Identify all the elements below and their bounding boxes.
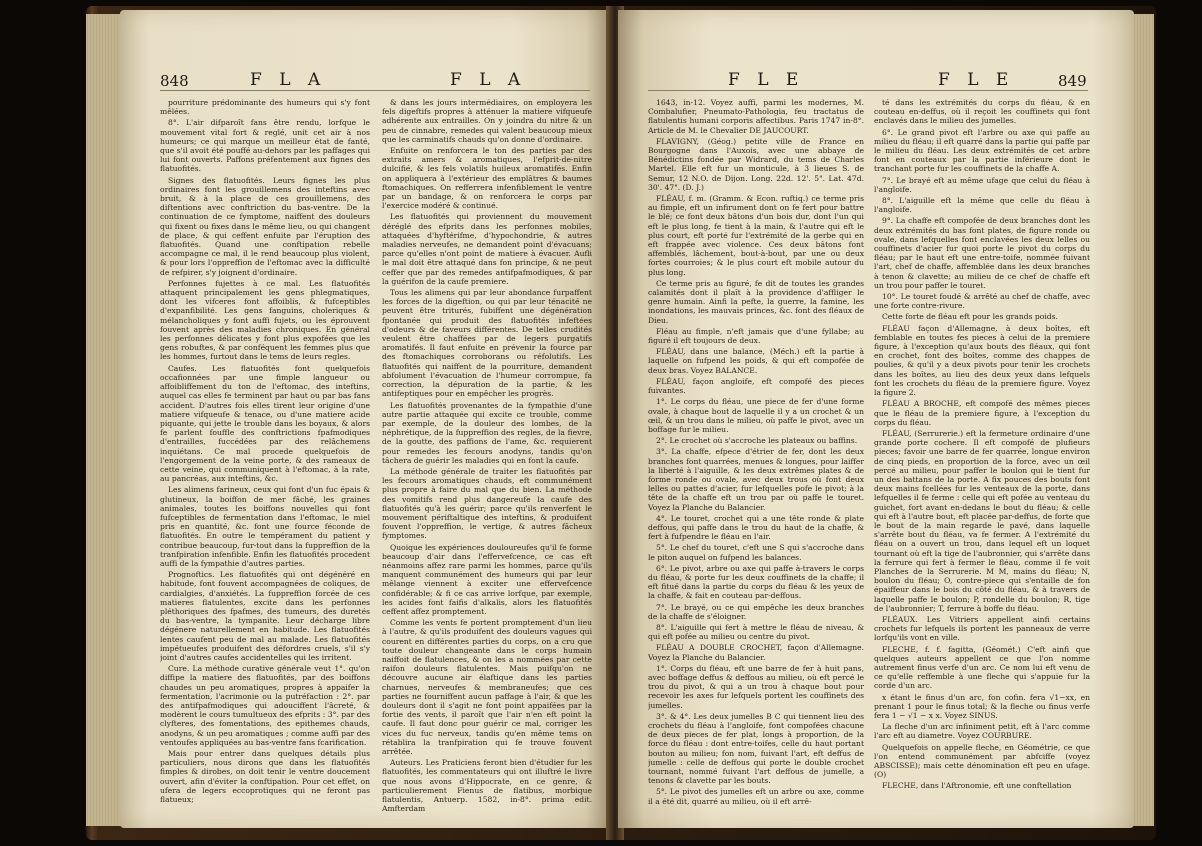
- left-page: [120, 10, 610, 828]
- right-header-left: F L E: [728, 70, 805, 90]
- left-column-1: [160, 98, 370, 818]
- paragraph: 1°. Corps du fléau, eft une barre de fer à huit pans, avec boffage deffus & deffous au milieu, où eft percé le trou du pivot, & qui a un trou à chaque bout pour recevoir les axes fur lefquels portent les couffinets des jumelles.: [648, 663, 864, 710]
- paragraph: Signes des flatuofités. Leurs fignes les plus ordinaires font les grouillemens des inteftins avec bruit, & à la place de ces grouillemens, des diftentions avec conftriction du bas-ventre. De la continuation de ce fymptome, naiffent des douleurs qui fixent ou fixes dans le même lieu, ou qui changent de place, & qui ceffent enfuite par l'éruption des flatuofités. Quand une conftipation rebelle accompagne ce mal, il le rend beaucoup plus violent, & pour lors l'oppreffion de l'eftomac avec la difficulté de refpirer, s'y joignent d'ordinaire.: [160, 175, 370, 277]
- paragraph: Caufes. Les flatuofités font quelquefois occafionnées par une fimple langueur ou affoibliffement du ton de l'eftomac, des inteftins, auquel cas elles fe terminent par haut ou par bas fans accident. D'autres fois elles tirent leur origine d'une matiere vifqueufe & tenace, ou d'une matiere acide piquante, qui jette le trouble dans les boyaux, & alors fe parlent fouffle des conftrictions fpafmodiques d'entrailles, fuccédées par des relâchemens inquiétans. Ce mal procede quelquefois de l'engorgement de la veine porte, & des rameaux de cette veine, qui communiquent à l'eftomac, à la rate, au pancréas, aux inteftins, &c.: [160, 363, 370, 484]
- paragraph: FLÉAU, f. m. (Gramm. & Econ. ruftiq.) ce terme pris au fimple, eft un infirument dont on fe fert pour battre le blé; ce font deux bâtons d'un bois dur, dont l'un qui eft le plus long, fe tient à la main, & l'autre qui eft le plus court, eft porté fur l'extrémité de la gerbe qui en eft frappée avec violence. Ces deux bâtons font affemblés, lâchement, bout-à-bout, par une ou deux fortes courroies; & le plus court eft mobile autour du plus long.: [648, 194, 864, 277]
- paragraph: Auteurs. Les Praticiens feront bien d'étudier fur les flatuofités, les commentateurs qui ont illuftré le livre que nous avons d'Hippocrate, en ce genre, & particulierement Fienus de flatibus, morbique flatulentis, Antuerp. 1582, in-8°. prima edit. Amfterdam: [382, 758, 592, 814]
- paragraph: Enfuite on renforcera le ton des parties par des extraits amers & aromatiques, l'efprit-de-nitre dulcifié, & les fels volatils huileux aromatifés. Enfin on appliquera à l'extérieur des emplâtres & baumes ftomachiques. On refferrera infenfiblement le ventre par un bandage, & on renforcera le corps par l'exercice modéré & continué.: [382, 146, 592, 211]
- paragraph: FLÉAU A DOUBLE CROCHET, façon d'Allemagne. Voyez la Planche du Balancier.: [648, 643, 864, 662]
- paragraph: té dans les extrémités du corps du fléau, & en couteau en-deffus, où il reçoit les couffinets qui font enclavés dans le milieu des jumelles.: [874, 98, 1090, 126]
- paragraph: FLÉAU façon d'Allemagne, à deux boîtes, eft femblable en toutes fes pieces à celui de la premiere figure, à l'exception qu'aux bouts des fléaux, qui font en crochet, font des boîtes, comme des chappes de poulies, & qu'il y a deux pivots pour tenir les crochets dans les boîtes, au lieu des deux yeux dans lefquels font les crochets du fléau de la premiere figure. Voyez la figure 2.: [874, 323, 1090, 398]
- paragraph: pourriture prédominante des humeurs qui s'y font mêlées.: [160, 98, 370, 117]
- paragraph: FLÉAU, (Serrurerie.) eft la fermeture ordinaire d'une grande porte cochere. Il eft compofé de plufieurs pieces; favoir une barre de fer quarrée, longue environ de cinq pieds, en proportion de la force, avec un œil percé au milieu, pour paffer le boulon qui le tient fur un des battans de la porte. A fix pouces des bouts font deux mains fcellées fur les venteaux de la porte, dans lefquelles il fe ferme : celle qui eft pofée au venteau du guichet, fort avant en-dedans le bout du fléau; & celle qui eft à l'autre bout, eft placée par-deffus, de forte que le bout de la main regarde le pavé, dans laquelle s'arrête bout du fléau, va fe fermer. A l'extrémité du fléau on a ouvert un trou, dans lequel eft un loquet tournant où eft la tige de l'aubronnier, qui s'arrête dans la ferrure qui fert à fermer le fléau, comme il fe voit Planches de la Serrurerie. M M, mains du fléau; N, boulon du fléau; O, contre-piece qui s'entaille de fon épaiffeur dans le bois du côté du fléau, & à travers de laquelle paffe le boulon; P, rondelle du boulon; R, tige de l'aubronnier; T, ferrure à boffe du fléau.: [874, 428, 1090, 613]
- paragraph: Cure. La méthode curative générale veut 1°. qu'on diffipe la matiere des flatuofités, par des boiffons chaudes un peu aromatiques, propres à appaifer la fermentation, l'acrimonie ou la putréfaction : 2°. par des antifpafmodiques qui adouciffent l'âcreté, & modèrent le cours tumultueux des efprits : 3°. par des clyfteres, des fomentations, des epithemes chauds, anodyns, & un peu aromatiques ; comme auffi par des ventoufes appliquées au bas-ventre fans fcarification.: [160, 664, 370, 747]
- right-column-1: [648, 98, 864, 818]
- paragraph: Quoique les expériences douloureufes qu'il fe forme beaucoup d'air dans l'effervefcence, ce cas eft néanmoins affez rare parmi les hommes, parce qu'ils manquent communément des humeurs qui par leur mêlange viennent à exciter une effervefcence confidérable; & fi ce cas arrive lorfque, par exemple, les acides font faifis d'alkalis, alors les flatuofités ceffent affez promptement.: [382, 542, 592, 616]
- paragraph: Ce terme pris au figuré, fe dit de toutes les grandes calamités dont il plaît à la providence d'affliger le genre humain. Ainfi la pefte, la guerre, la famine, les inondations, les mauvais princes, &c. font des fléaux de Dieu.: [648, 278, 864, 325]
- paragraph: 6°. Le pivot, arbre ou axe qui paffe à-travers le corps du fléau, & porte fur les deux couffinets de la chaffe; il eft fitué dans la partie du corps du fléau & les yeux de la chaffe, & fait en couteau par-deffous.: [648, 563, 864, 601]
- paragraph: Les alimens farineux, ceux qui font d'un fuc épais & glutineux, la boiffon de mer fâché, les graines animales, toutes les boiffons nouvelles qui font fufceptibles de fermentation dans l'eftomac, le miel pris en quantité, &c. font une fource féconde de flatuofités. En outre le tempérament du patient y contribue beaucoup, fur-tout dans la fuppreffion de la tranfpiration infenfible. Enfin les flatuofités procedent auffi de la fympathie d'autres parties.: [160, 485, 370, 568]
- paragraph: Prognoftics. Les flatuofités qui ont dégénéré en habitude, font fouvent accompagnées de coliques, de cardialgies, d'anxiétés. La fuppreffion forcée de ces matieres flatulentes, excite dans les perfonnes pléthoriques des fpafmes, des tumeurs, des duretés du bas-ventre, la tympanite. Leur décharge libre dégénere naturellement en habitude. Les flatuofités lentes caufent peu de mal au malade. Les flatuofités impétueufes produifent des défordres cruels, s'il s'y joint d'autres caufes accidentelles qui les irritent.: [160, 570, 370, 662]
- paragraph: Quelquefois on appelle fleche, en Géométrie, ce que l'on entend communément par abfciffe (voyez ABSCISSE); mais cette dénomination eft peu en ufage. (O): [874, 742, 1090, 780]
- paragraph: 3°. La chaffe, efpece d'étrier de fer, dont les deux branches font quarrées, menues & longues, pour laiffer la liberté à l'aiguille, & les deux extrêmes plates & de forme ronde ou ovale, avec deux trous où font deux lelles ou pattes d'acier, fur lefquelles pofe le pivot; à la tête de la chaffe eft un trou par où paffe le touret. Voyez la Planche du Balancier.: [648, 447, 864, 512]
- paragraph: 8°. L'air difparoît fans être rendu, lorfque le mouvement vital fort & reglé, unit cet air à nos humeurs; ce qui marque un meilleur état de fanté, que s'il avoit été pouffé au-dehors par les paffages qui lui font ouverts. Paffons préfentement aux fignes des flatuofités.: [160, 118, 370, 174]
- paragraph: Les flatuofités qui proviennent du mouvement déréglé des efprits dans les perfonnes mobiles, attaquées d'hyftérifme, d'hypochondrie, & autres maladies nerveufes, ne demandent point d'évacuans; parce qu'elles n'ont point de matiere à évacuer. Aufli le mal doit être attaqué dans fon principe, & ne peut ceffer que par des remedes antifpafmodiques, & par la guérifon de la caufe premiere.: [382, 212, 592, 286]
- paragraph: 7°. Le brayé, ou ce qui empêche les deux branches de la chaffe de s'éloigner.: [648, 602, 864, 621]
- paragraph: 2°. Le crochet où s'accroche les plateaux ou baffins.: [656, 436, 858, 446]
- paragraph: FLAVIGNY, (Géog.) petite ville de France en Bourgogne dans l'Auxois, avec une abbaye de Bénédictins fondée par Widrard, du tems de Charles Martel. Elle eft fur un monticule, à 3 lieues S. de Semur, 12 N.O. de Dijon. Long. 22d. 12'. 5". Lat. 47d. 30'. 47". (D. J.): [648, 136, 864, 192]
- paragraph: 4°. Le touret, crochet qui a une tête ronde & plate deffous, qui paffe dans le trou du haut de la chaffe, & fert à fufpendre le fléau en l'air.: [648, 513, 864, 542]
- paragraph: x étant le finus d'un arc, fon cofin. fera √1−xx, en prenant 1 pour le finus total; & la fleche ou finus verfe fera 1 − √1 − x x. Voyez SINUS.: [874, 692, 1090, 720]
- paragraph: 5°. Le pivot des jumelles eft un arbre ou axe, comme il a été dit, quarré au milieu, où il eft arrê-: [648, 787, 864, 806]
- paragraph: 3°. & 4°. Les deux jumelles B C qui tiennent lieu des crochets du fléau à l'angloife, font compofées chacune de deux pieces de fer plat, longs à proportion, de la force du fléau : dont entre-toifes, celle du haut portant bouton au milieu; fon nom, fuivant l'art, eft deffus de jumelle : celle de deffous qui porte le double crochet tournant, nommé fuivant l'art deffous de jumelle, a tenons & clavette par les bouts.: [648, 711, 864, 786]
- paragraph: Les flatuofités provenantes de la fympathie d'une autre partie attaquée qui excite ce trouble, comme par exemple, de la douleur des lombes, de la néphrétique, de la fuppreffion des regles, de la fievre, de la goutte, des paffions de l'ame, &c. requierent pour remedes les fecours anodyns, tandis qu'on tâchera de guérir les maladies qui en font la caufe.: [382, 400, 592, 465]
- paragraph: Perfonnes fujettes à ce mal. Les flatuofités attaquent principalement les gens phlegmatiques, dont les vifceres font affoiblis, & fufceptibles d'expanfibilité. Les gens fanguins, choleriques & mélancholiques y font auffi fujets, ou les éprouvent fouvent après des maladies chroniques. En général les perfonnes délicates y font plus expofées que les gens robuftes, & par conféquent les femmes plus que les hommes, furtout dans le tems de leurs regles.: [160, 278, 370, 362]
- paragraph: & dans les jours intermédiaires, on employera les fels digeftifs propres à atténuer la matiere vifqueufe adhérente aux entrailles. On y joindra du nitre & un peu de cinnabre, remedes qui valent beaucoup mieux que les carminatifs chauds qu'on donne d'ordinaire.: [382, 98, 592, 144]
- paragraph: Mais pour entrer dans quelques détails plus particuliers, nous dirons que dans les flatuofités fimples & dirobes, on doit tenir le ventre doucement ouvert, afin d'éviter la conftipation. Pour cet effet, on ufera de legers eccoprotiques qui ne feront pas flatueux;: [160, 749, 370, 805]
- right-column-2: [874, 98, 1090, 818]
- left-header-left: F L A: [250, 70, 327, 90]
- paragraph: Cette forte de fléau eft pour les grands poids.: [882, 312, 1058, 322]
- paragraph: Tous les alimens qui par leur abondance furpaffent les forces de la digeftion, ou qui par leur ténacité ne peuvent être triturés, fubiffent une dégénération fpontanée qui produit des flatuofités infeftées d'odeurs & de faveurs différentes. De telles crudités veulent être chaffées par de legers purgatifs aromatifés. Il faut enfuite en prévenir la fource par des ftomachiques corroborans ou réfolutifs. Les flatuofités qui naiffent de la pourriture, demandent abfolument l'évacuation de l'humeur corrompue, fa correction, la dépuration de la partie, & les antifeptiques pour en empêcher les progrès.: [382, 288, 592, 399]
- paragraph: 8°. L'aiguille eft la même que celle du fléau à l'angloife.: [874, 196, 1090, 215]
- paragraph: La fleche d'un arc infiniment petit, eft à l'arc comme l'arc eft au diametre. Voyez COURBURE.: [874, 722, 1090, 741]
- left-header-rule: [160, 90, 590, 91]
- paragraph: FLECHE, f. f. fagitta, (Géomét.) C'eft ainfi que quelques auteurs appellent ce que l'on nomme autrement finus verfe d'un arc. Ce nom lui eft venu de ce qu'elle reffemble à une fleche qui s'appuie fur la corde d'un arc.: [874, 644, 1090, 691]
- paragraph: 9°. La chaffe eft compofée de deux branches dont les deux extrémités du bas font plates, de figure ronde ou ovale, dans lefquelles font enclavées les deux lelles ou couffinets d'acier fur quoi porte le pivot du corps du fléau; par le haut eft une entre-toife, nommée fuivant l'art, chef de chaffe, affemblée dans les deux branches à tenon & clavette; au milieu de ce chef de chaffe eft un trou pour paffer le touret.: [874, 216, 1090, 290]
- right-page: [618, 10, 1134, 828]
- paragraph: FLÉAUX. Les Vitriers appellent ainfi certains crochets fur lefquels ils portent les panneaux de verre lorfqu'ils vont en ville.: [874, 614, 1090, 643]
- left-page-number: 848: [160, 72, 189, 90]
- right-page-number: 849: [1058, 72, 1087, 90]
- paragraph: Comme les vents fe portent promptement d'un lieu à l'autre, & qu'ils produifent des douleurs vagues qui courent en différentes parties du corps, on a cru que toute douleur changeante dans le corps humain naiffoit de flatulences, & on les a nommées par cette raifon douleurs flatulentes. Mais puifqu'on ne découvre aucune air élaftique dans les parties charnues, nerveufes & membraneufes; que ces parties ne fourniffent aucun paffage à l'air, & que les douleurs dont il s'agit ne font point appaifées par la fortie des vents, il paroît que l'air n'en eft point la caufe. Il faut donc pour guérir ce mal, corriger les vices du fuc nerveux, tandis qu'en même tems on rétablira la tranfpiration qui fe trouve fouvent arrêtée.: [382, 618, 592, 757]
- paragraph: 6°. Le grand pivot eft l'arbre ou axe qui paffe au milieu du fléau; il eft quarré dans la partie qui paffe par le milieu du fléau. Les deux extrémités de cet arbre font en couteaux par la partie inférieure dont le tranchant porte fur les couffinets de la chaffe A.: [874, 127, 1090, 174]
- right-header-rule: [648, 90, 1088, 91]
- paragraph: 10°. Le touret foudé & arrêté au chef de chaffe, avec une forte contre-rivure.: [874, 292, 1090, 311]
- paragraph: FLÉAU, dans une balance, (Méch.) eft la partie à laquelle on fufpend les poids, & qui eft compofée de deux bras. Voyez BALANCE.: [648, 347, 864, 375]
- paragraph: Fléau au fimple, n'eft jamais que d'une fyllabe; au figuré il eft toujours de deux.: [648, 326, 864, 346]
- paragraph: FLÉAU A BROCHE, eft compofé des mêmes pieces que le fléau de la premiere figure, à l'exception du corps du fléau.: [874, 399, 1090, 427]
- left-header-right: F L A: [450, 70, 527, 90]
- paragraph: 7°. Le brayé eft au même ufage que celui du fléau à l'angloife.: [874, 175, 1090, 194]
- paragraph: 8°. L'aiguille qui fert à mettre le fléau de niveau, & qui eft pofée au milieu ou centre du pivot.: [648, 622, 864, 642]
- paragraph: 1643, in-12. Voyez auffi, parmi les modernes, M. Combalufier, Pneumato-Pathologia, feu tractatus de flatulentis humani corporis affectibus. Paris 1747 in-8°. Article de M. le Chevalier DE JAUCOURT.: [648, 98, 864, 135]
- paragraph: La méthode générale de traiter les flatuofités par les fecours aromatiques chauds, eft communément plus propre à faire du mal que du bien. La méthode des vomitifs rend plus dangereufe la caufe des flatuofités qu'à les guérir; parce qu'ils renverfent le mouvement périftaltique des inteftins, & produifent fouvent l'oppreffion, le vertige, & autres fâcheux fymptomes.: [382, 466, 592, 541]
- paragraph: 5°. Le chef du touret, c'eft une S qui s'accroche dans le piton auquel on fufpend les balances.: [648, 543, 864, 562]
- paragraph: FLECHE, dans l'Aftronomie, eft une conftellation: [882, 781, 1072, 791]
- paragraph: 1°. Le corps du fléau, une piece de fer d'une forme ovale, à chaque bout de laquelle il y a un crochet & un œil, & un trou dans le milieu, où paffe le pivot, avec un boffage fur le milieu.: [648, 397, 864, 434]
- paragraph: FLÉAU, façon angloife, eft compofé des pieces fuivantes.: [648, 376, 864, 396]
- right-header-right: F L E: [938, 70, 1015, 90]
- left-column-2: [382, 98, 592, 818]
